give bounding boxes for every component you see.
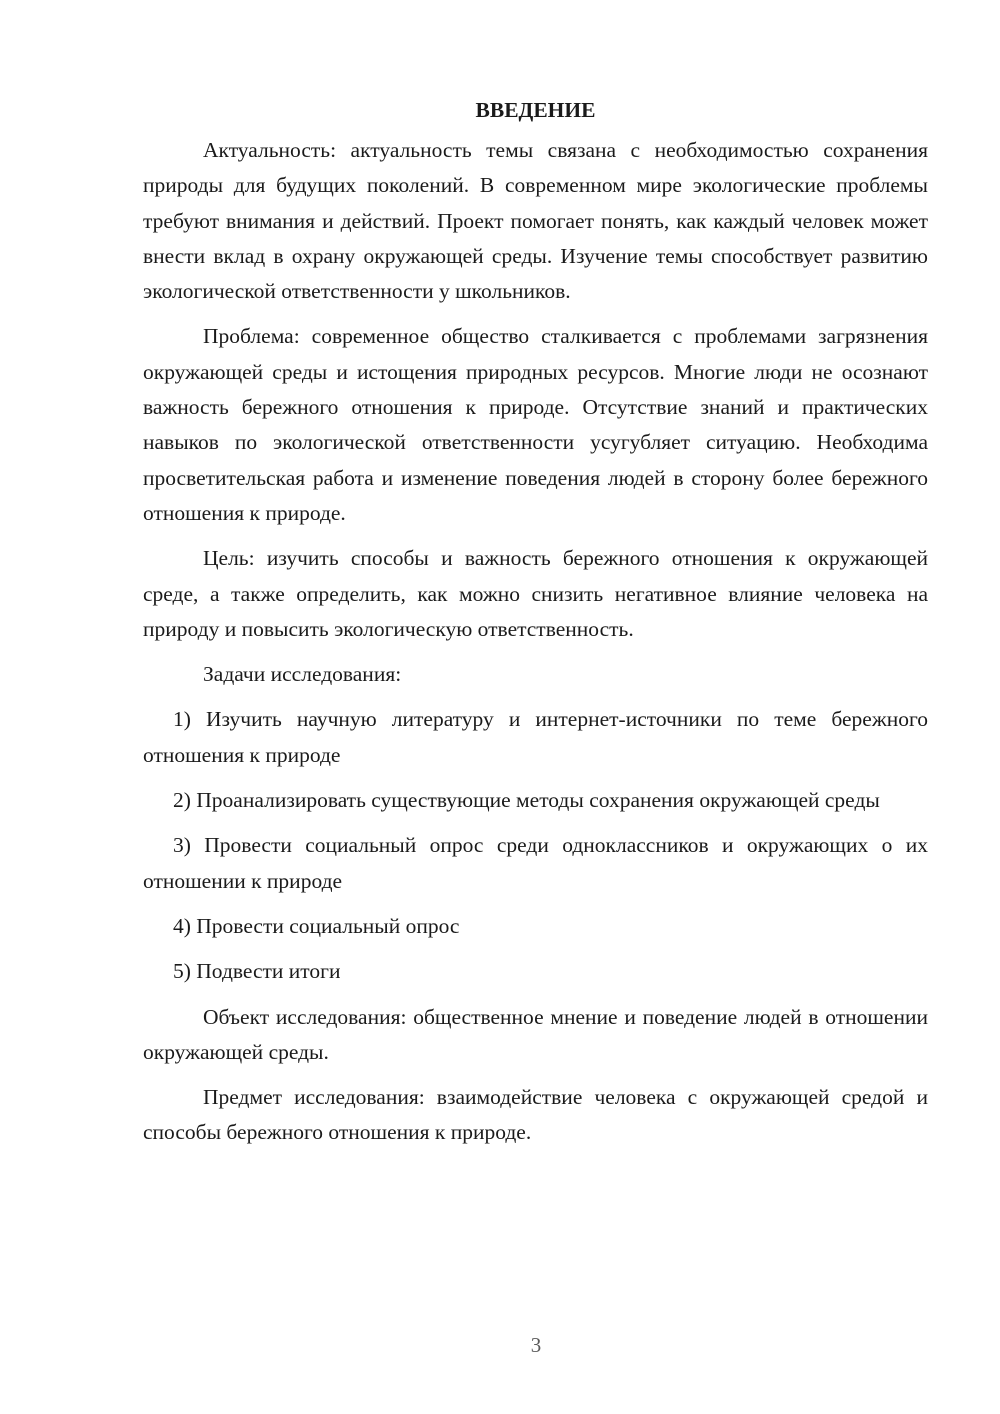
page-title: ВВЕДЕНИЕ <box>475 98 596 122</box>
goal-paragraph: Цель: изучить способы и важность бережного отношения к окружающей среде, а также определить, как можно снизить негативное влияние человека на природу и повысить экологическую ответственность. <box>143 546 928 641</box>
object-paragraph: Объект исследования: общественное мнение и поведение людей в отношении окружающей среды. <box>143 1004 928 1064</box>
task-item-2: 2) Проанализировать существующие методы сохранения окружающей среды <box>173 788 880 813</box>
page-number: 3 <box>530 1333 542 1357</box>
subject-paragraph: Предмет исследования: взаимодействие человека с окружающей средой и способы бережного отношения к природе. <box>143 1085 928 1145</box>
task-item-3: 3) Провести социальный опрос среди одноклассников и окружающих о их отношении к природе <box>143 833 928 893</box>
problem-paragraph: Проблема: современное общество сталкивается с проблемами загрязнения окружающей среды и истощения природных ресурсов. Многие люди не осознают важность бережного отношения к природе. Отсутствие знаний и практических навыков по экологической ответственности усугубляет ситуацию. Необходима просветительская работа и изменение поведения людей в сторону более бережного отношения к природе. <box>143 324 928 525</box>
task-item-1: 1) Изучить научную литературу и интернет-источники по теме бережного отношения к природе <box>143 707 928 767</box>
task-item-4: 4) Провести социальный опрос <box>173 913 460 938</box>
tasks-heading: Задачи исследования: <box>203 662 402 687</box>
task-item-5: 5) Подвести итоги <box>173 959 341 984</box>
page-content <box>143 95 928 1161</box>
relevance-paragraph: Актуальность: актуальность темы связана с необходимостью сохранения природы для будущих поколений. В современном мире экологические проблемы требуют внимания и действий. Проект помогает понять, как каждый человек может внести вклад в охрану окружающей среды. Изучение темы способствует развитию экологической ответственности у школьников. <box>143 138 928 304</box>
